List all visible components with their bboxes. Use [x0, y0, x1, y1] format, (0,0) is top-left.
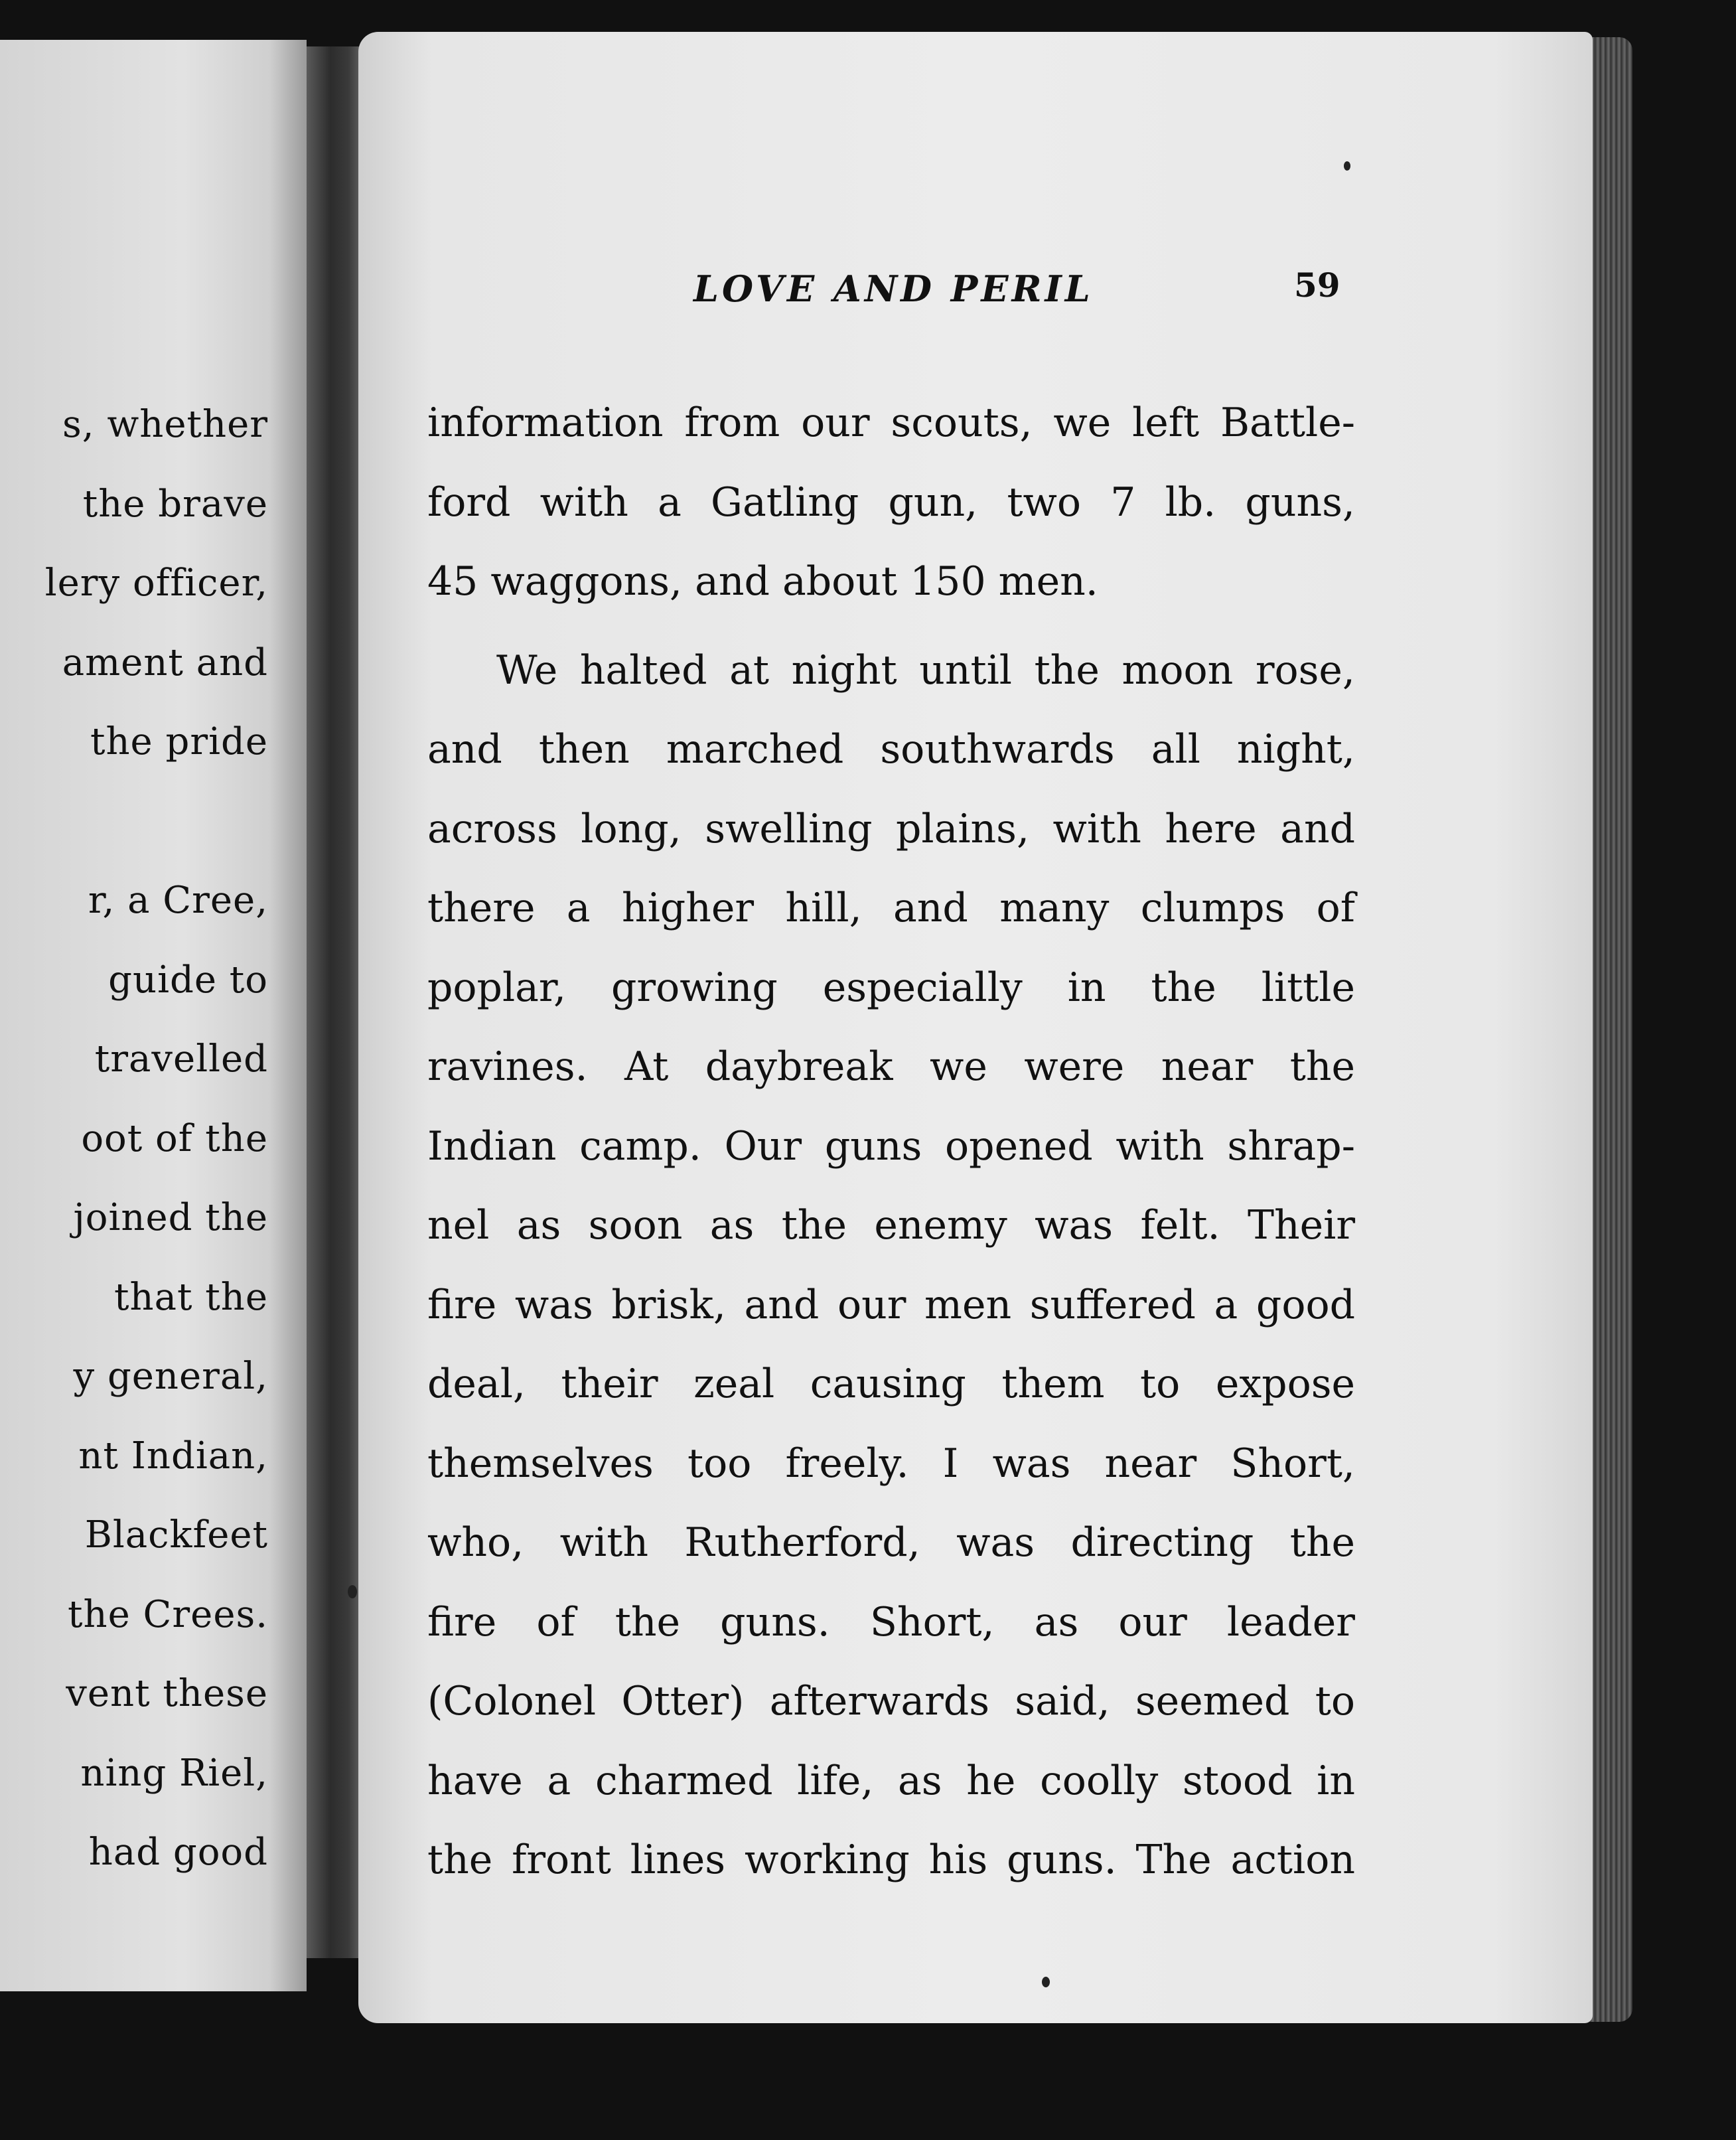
left-page-line: travelled: [94, 1037, 268, 1081]
left-page-line: guide to: [108, 958, 268, 1002]
right-page: [358, 32, 1593, 2023]
text-line: across long, swelling plains, with here and: [427, 805, 1355, 852]
left-page-text: [45, 385, 268, 1892]
text-line: and then marched southwards all night,: [427, 726, 1355, 773]
text-line: deal, their zeal causing them to expose: [427, 1361, 1355, 1407]
text-line: fire was brisk, and our men suffered a good: [427, 1281, 1355, 1328]
left-page-line: r, a Cree,: [88, 879, 268, 922]
text-line: nel as soon as the enemy was felt. Their: [427, 1202, 1355, 1249]
text-line: poplar, growing especially in the little: [427, 964, 1355, 1011]
left-page-line: joined the: [73, 1196, 268, 1239]
left-page-line: vent these: [66, 1672, 268, 1715]
text-line: themselves too freely. I was near Short,: [427, 1440, 1355, 1487]
text-line: who, with Rutherford, was directing the: [427, 1519, 1355, 1566]
running-head: LOVE AND PERIL: [693, 268, 1094, 310]
speck: [348, 1585, 357, 1598]
left-page-line: Blackfeet: [84, 1513, 268, 1557]
left-page-line: ament and: [62, 641, 268, 684]
left-page-line: oot of the: [81, 1116, 268, 1160]
text-line: Indian camp. Our guns opened with shrap-: [427, 1122, 1355, 1170]
left-page-line: [45, 782, 268, 862]
text-line: fire of the guns. Short, as our leader: [427, 1598, 1355, 1645]
left-page-line: ning Riel,: [80, 1751, 268, 1795]
text-line: 45 waggons, and about 150 men.: [427, 558, 1098, 605]
left-page-line: nt Indian,: [78, 1434, 268, 1478]
speck: [1344, 161, 1350, 171]
text-line: ford with a Gatling gun, two 7 lb. guns,: [427, 479, 1355, 526]
left-page-line: s, whether: [62, 403, 268, 446]
left-page: [0, 40, 307, 1991]
left-page-line: that the: [114, 1275, 268, 1319]
left-page-line: had good: [88, 1831, 268, 1874]
text-line: ravines. At daybreak we were near the: [427, 1043, 1355, 1090]
left-page-line: the brave: [82, 482, 268, 526]
text-line: there a higher hill, and many clumps of: [427, 885, 1355, 931]
left-page-line: y general,: [73, 1355, 268, 1398]
speck: [1042, 1977, 1050, 1987]
text-line: (Colonel Otter) afterwards said, seemed to: [427, 1678, 1355, 1724]
body-text: [427, 384, 1355, 1900]
text-line: the front lines working his guns. The action: [427, 1837, 1355, 1883]
book-gutter: [307, 46, 366, 1958]
text-line: We halted at night until the moon rose,: [496, 647, 1355, 694]
left-page-line: the Crees.: [68, 1592, 268, 1636]
left-page-line: the pride: [90, 720, 268, 763]
page-number: 59: [1294, 266, 1340, 305]
text-line: information from our scouts, we left Battle-: [427, 400, 1355, 446]
text-line: have a charmed life, as he coolly stood in: [427, 1757, 1355, 1804]
left-page-line: lery officer,: [44, 562, 268, 605]
